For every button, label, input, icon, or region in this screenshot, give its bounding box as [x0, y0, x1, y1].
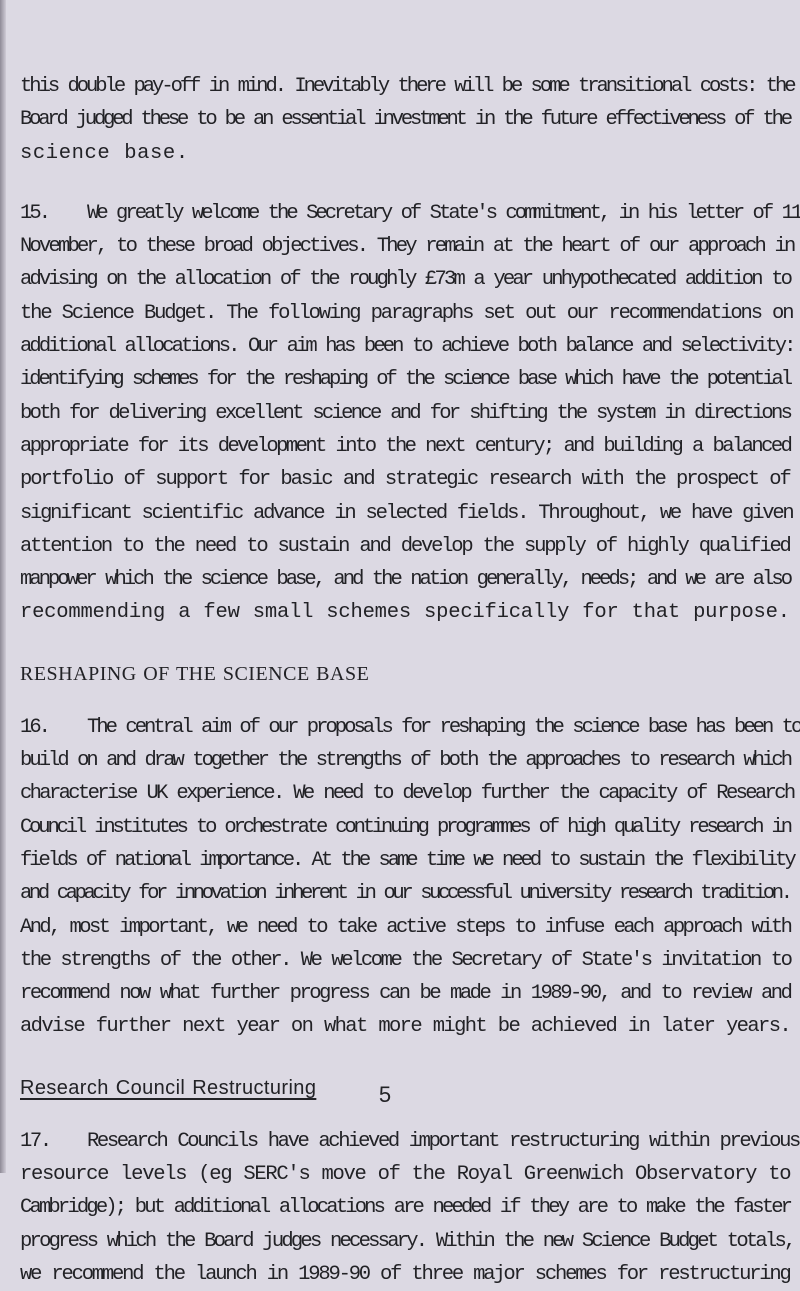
text-line: progress which the Board judges necessary. Within the new Science Budget totals, [20, 1229, 794, 1253]
text-line: both for delivering excellent science and for shifting the system in directions [20, 401, 791, 425]
text-line: appropriate for its development into the next century; and building a balanced [20, 434, 791, 458]
text-line: science base. [20, 141, 189, 165]
text-line-content: The central aim of our proposals for reshaping the science base has been to [87, 715, 800, 739]
text-line: recommending a few small schemes specifically for that purpose. [20, 601, 790, 625]
text-line: portfolio of support for basic and strategic research with the prospect of [20, 468, 790, 492]
text-line: recommend now what further progress can be made in 1989-90, and to review and [20, 982, 791, 1006]
page-number: 5 [378, 1082, 392, 1107]
text-line: this double pay-off in mind. Inevitably there will be some transitional costs: the [20, 75, 794, 98]
paragraph-number: 16. [20, 715, 49, 739]
paragraph-gap [20, 630, 790, 657]
text-line: Council institutes to orchestrate continuing programmes of high quality research in [20, 815, 790, 839]
page-edge [0, 0, 6, 1173]
text-line: advise further next year on what more might be achieved in later years. [20, 1015, 791, 1039]
text-line: significant scientific advance in selected fields. Throughout, we have given [20, 501, 793, 525]
paragraph-gap [20, 691, 790, 711]
text-line: fields of national importance. At the same time we need to sustain the flexibility [20, 848, 794, 872]
text-line: advising on the allocation of the roughly £73m a year unhypothecated addition to [20, 268, 791, 292]
paragraph-17 [20, 1125, 799, 1291]
text-line: identifying schemes for the reshaping of the science base which have the potential [20, 368, 790, 392]
text-line: the strengths of the other. We welcome the Secretary of State's invitation to [20, 948, 791, 972]
text-line: Board judged these to be an essential investment in the future effectiveness of the [20, 108, 790, 132]
text-line: the Science Budget. The following paragraphs set out our recommendations on [20, 301, 793, 325]
text-line: characterise UK experience. We need to develop further the capacity of Research [20, 782, 794, 806]
paragraph-16 [20, 711, 800, 1044]
text-line: manpower which the science base, and the nation generally, needs; and we are also [20, 568, 791, 592]
text-line [20, 197, 800, 230]
text-line: And, most important, we need to take active steps to infuse each approach with [20, 915, 791, 939]
paragraph-number: 17. [20, 1129, 50, 1153]
text-line: resource levels (eg SERC's move of the Royal Greenwich Observatory to [20, 1163, 791, 1187]
section-heading: RESHAPING OF THE SCIENCE BASE [20, 662, 370, 685]
text-line [20, 711, 800, 744]
text-line-content: We greatly welcome the Secretary of State's commitment, in his letter of 11 [87, 201, 800, 225]
paragraph-gap [20, 1044, 790, 1071]
paragraph-gap [20, 1105, 790, 1125]
subsection-heading: Research Council Restructuring [20, 1076, 317, 1099]
text-line: additional allocations. Our aim has been to achieve both balance and selectivity: [20, 335, 794, 359]
text-line [20, 1125, 799, 1158]
text-line: and capacity for innovation inherent in our successful university research tradition. [20, 882, 790, 906]
text-line: November, to these broad objectives. They remain at the heart of our approach in [20, 235, 794, 259]
intro-paragraph [20, 70, 794, 170]
paragraph-15 [20, 197, 800, 630]
text-line: attention to the need to sustain and develop the supply of highly qualified [20, 534, 790, 558]
text-line: build on and draw together the strengths of both the approaches to research which [20, 749, 791, 773]
text-line: Cambridge); but additional allocations are needed if they are to make the faster [20, 1196, 791, 1220]
paragraph-gap [20, 170, 790, 197]
paragraph-number: 15. [20, 201, 49, 225]
text-line-content: Research Councils have achieved important restructuring within previous [87, 1129, 799, 1153]
text-line: we recommend the launch in 1989-90 of three major schemes for restructuring [20, 1262, 790, 1286]
document-body [20, 70, 800, 1291]
